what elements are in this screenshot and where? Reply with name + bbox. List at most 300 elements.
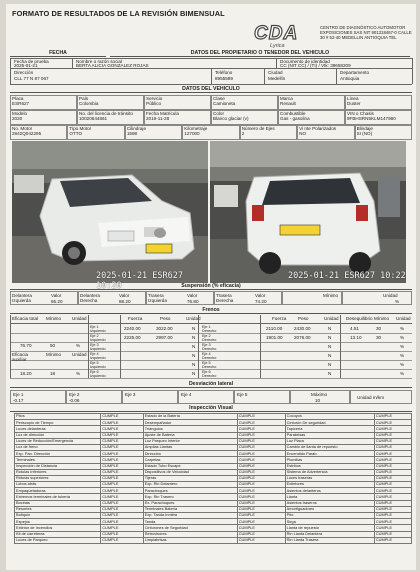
axle-right-unit: N [328, 371, 332, 376]
inspeccion-result: CUMPLE [101, 488, 144, 494]
frenos-column-rule [120, 315, 121, 378]
suspension-value-label: Valor [119, 293, 130, 298]
desviacion-axle: Eje 4 [181, 392, 192, 397]
vehicle-field-label: País [79, 96, 89, 101]
suspension-unidad-value: % [395, 299, 400, 304]
vehicle-field-value: 127000 [184, 131, 200, 137]
axle-minimum: 30 [376, 335, 382, 340]
inspeccion-item: Exp. Tanda Inmitra [143, 513, 237, 519]
axle-right-weight: 2430.00 [294, 326, 311, 331]
vehicle-field-value: 2019-11-28 [146, 116, 170, 122]
axle-left-label: Eje 6 Izquierdo [90, 370, 106, 378]
city-value: Medellín [268, 76, 286, 81]
desviacion-maximo [290, 390, 350, 404]
axle-left-force: 2225.00 [124, 335, 141, 340]
results-sheet [6, 4, 416, 570]
inspeccion-result: CUMPLE [237, 451, 285, 457]
inspeccion-item: Asientos delanteros [285, 488, 374, 494]
desviacion-axle: Eje 2 [69, 392, 80, 397]
inspeccion-item: Parabrisas [285, 432, 374, 438]
axle-right-label: Eje 6 Derecho [202, 370, 217, 378]
vehicle-field-label: Tipo Motor [69, 126, 92, 131]
fecha-label: Fecha de prueba [14, 59, 49, 64]
phone-label: Teléfono [215, 70, 233, 75]
eficacia-total-value: 76.70 [20, 343, 32, 348]
inspeccion-result: CUMPLE [237, 420, 285, 426]
inspeccion-result: CUMPLE [101, 475, 144, 481]
inspeccion-result: CUMPLE [374, 420, 411, 426]
inspeccion-item: Inspección de Distancia [15, 463, 101, 469]
inspeccion-result: CUMPLE [101, 506, 144, 512]
inspeccion-item: Ex. Parachoques [143, 500, 237, 506]
axle-left-unit: N [192, 335, 196, 340]
vehicle-section-header: DATOS DEL VEHICULO [10, 87, 412, 93]
inspeccion-item: Plumillas [285, 457, 374, 463]
frenos-column-rule [198, 315, 199, 378]
vehicle-field [345, 110, 412, 125]
inspeccion-item: Pitos [15, 414, 101, 420]
inspeccion-table [14, 413, 412, 544]
suspension-section-header: Suspensión (% eficacia) [10, 284, 412, 290]
vehicle-field [77, 110, 144, 125]
frenos-column-header: Mínimo [46, 316, 62, 321]
eficacia-auxiliar-unit: % [76, 371, 81, 376]
inspeccion-item: Luz Parqueo Interior [143, 438, 237, 444]
vehicle-field-value: 2 [241, 131, 245, 137]
vehicle-field [77, 95, 144, 110]
axle-right-force: 1901.00 [266, 335, 283, 340]
inspeccion-item: Cinturón De seguridad [285, 420, 374, 426]
vehicle-field [10, 110, 77, 125]
axle-unit-percent: % [400, 335, 405, 340]
axle-right-label: Eje 1 Derecho [202, 325, 217, 333]
frenos-column-header: Peso [160, 316, 171, 321]
vehicle-field-value: Gas - gasolina [280, 116, 310, 122]
inspeccion-result: CUMPLE [237, 488, 285, 494]
vehicle-field [67, 125, 124, 140]
owner-section-header: DATOS DEL PROPIETARIO O TENEDOR DEL VEHICULO [110, 51, 410, 57]
vehicle-field [297, 125, 354, 140]
inspeccion-result: CUMPLE [374, 444, 411, 450]
frenos-axle-row [10, 369, 412, 379]
axle-left-unit: N [192, 371, 196, 376]
inspeccion-result: CUMPLE [101, 537, 144, 543]
eficacia-total-min: 50 [50, 343, 56, 348]
axle-right-label: Eje 4 Derecho [202, 352, 217, 360]
vehicle-field [144, 110, 211, 125]
suspension-cell [78, 291, 146, 305]
inspeccion-result: CUMPLE [101, 531, 144, 537]
axle-unit-percent: % [400, 353, 405, 358]
vehicle-field-value: OTTO [69, 131, 83, 137]
frenos-column-header: Unidad [186, 316, 201, 321]
company-logo [254, 21, 414, 51]
inspeccion-item: Sirga [285, 519, 374, 525]
suspension-value: 74.20 [255, 299, 267, 304]
inspeccion-result: CUMPLE [101, 513, 144, 519]
axle-unit-percent: % [400, 326, 405, 331]
vehicle-field-value: 9FBHSRN5KLM147980 [347, 116, 396, 122]
inspeccion-item: Asientos traseros [285, 500, 374, 506]
inspeccion-item: Rin Llanta Trasera [285, 537, 374, 543]
eficacia-auxiliar-min: 18 [50, 371, 56, 376]
front-photo-timestamp: 2025-01-21 ESR627 10:20 [96, 271, 183, 291]
inspeccion-result: CUMPLE [101, 525, 144, 531]
inspeccion-item: Periscopio de Tiempo [15, 420, 101, 426]
inspeccion-result: CUMPLE [237, 506, 285, 512]
desviacion-cell [122, 390, 178, 404]
inspeccion-result: CUMPLE [374, 457, 411, 463]
suspension-position: Delantera Derecha [80, 293, 100, 304]
axle-right-unit: N [328, 353, 332, 358]
axle-left-unit: N [192, 344, 196, 349]
vehicle-field [278, 110, 345, 125]
inspeccion-item: Dirección [143, 451, 237, 457]
vehicle-field-value: ESR627 [12, 101, 30, 107]
vehicle-field-value: 2842Q042295 [12, 131, 42, 137]
axle-left-label: Eje 4 Izquierdo [90, 352, 106, 360]
vehicle-field-value: Público [146, 101, 162, 107]
vehicle-field-label: Cilindraje [126, 126, 146, 131]
axle-left-label: Eje 5 Izquierdo [90, 361, 106, 369]
vehicle-field-value: Duster [347, 101, 361, 107]
axle-right-label: Eje 3 Derecho [202, 343, 217, 351]
inspeccion-result: CUMPLE [374, 506, 411, 512]
inspeccion-item: Exp. Rin Delantero [143, 482, 237, 488]
inspeccion-item: Bocinas [15, 500, 101, 506]
inspeccion-result: CUMPLE [101, 469, 144, 475]
inspeccion-item: Tijeras [143, 475, 237, 481]
frenos-header-row [10, 315, 412, 323]
inspeccion-result: CUMPLE [237, 475, 285, 481]
inspeccion-item: Sistema de Advertencia [285, 469, 374, 475]
vehicle-field-label: Fecha Matrícula [146, 111, 179, 116]
inspeccion-result: CUMPLE [237, 531, 285, 537]
inspeccion-item: Cinturones de Seguridad [143, 525, 237, 531]
inspeccion-result: CUMPLE [237, 525, 285, 531]
inspeccion-result: CUMPLE [237, 500, 285, 506]
vehicle-field-label: No. del licencia de tránsito [79, 111, 133, 116]
rear-photo-image [210, 141, 406, 283]
inspeccion-item: Botiquín [15, 513, 101, 519]
inspeccion-item: Amortiguadores [285, 506, 374, 512]
axle-right-force: 2110.00 [266, 326, 283, 331]
inspeccion-item: Extremos terminales de tubería [15, 494, 101, 500]
axle-left-unit: N [192, 362, 196, 367]
inspeccion-result: CUMPLE [374, 451, 411, 457]
axle-right-unit: N [328, 362, 332, 367]
vehicle-field [278, 95, 345, 110]
inspeccion-row [15, 537, 412, 543]
inspeccion-item: Carpetas [143, 457, 237, 463]
inspeccion-item: Encendido Parab. [285, 451, 374, 457]
inspeccion-result: CUMPLE [374, 531, 411, 537]
vehicle-front-photo [12, 141, 208, 291]
inspeccion-item: Luces delanteras [15, 426, 101, 432]
desviacion-axle: Eje 1 [13, 392, 24, 397]
inspeccion-item: Extintores [285, 482, 374, 488]
suspension-value-label: Valor [51, 293, 62, 298]
frenos-column-header: Unidad [72, 316, 87, 321]
inspeccion-result: CUMPLE [237, 414, 285, 420]
company-info: CENTRO DE DIAGNÓSTICO AUTOMOTOR EXPOSICIONES SAS NIT 901318467-0 CALLE 30 # 52-40 MEDELLIN ANTIOQUIA TEL [320, 25, 412, 41]
vehicle-field [345, 95, 412, 110]
suspension-unidad-label: Unidad [383, 293, 398, 298]
inspeccion-item: Resortes [15, 506, 101, 512]
desviacion-cell [178, 390, 234, 404]
eficacia-auxiliar-unit-label: Unidad [72, 352, 87, 357]
vehicle-field [10, 95, 77, 110]
axle-right-unit: N [328, 344, 332, 349]
vehicle-field-label: Marca [280, 96, 293, 101]
inspeccion-result: CUMPLE [374, 488, 411, 494]
inspeccion-item: Extintor de Incendios [15, 525, 101, 531]
vehicle-field-label: Color [213, 111, 224, 116]
inspeccion-result: CUMPLE [101, 494, 144, 500]
vehicle-field-value: Colombia [79, 101, 99, 107]
vehicle-field [355, 125, 412, 140]
inspeccion-item: Lobos atrás [15, 482, 101, 488]
vehicle-field-label: Placa [12, 96, 24, 101]
inspeccion-result: CUMPLE [101, 451, 144, 457]
frenos-column-rule [260, 315, 261, 378]
inspeccion-result: CUMPLE [374, 482, 411, 488]
frenos-column-header: Peso [298, 316, 309, 321]
desviacion-axle: Eje 5 [237, 392, 248, 397]
suspension-cell [146, 291, 214, 305]
suspension-value: 76.80 [187, 299, 199, 304]
axle-left-unit: N [192, 326, 196, 331]
frenos-column-rule [88, 315, 89, 378]
inspeccion-item: Limpiabrisas [143, 537, 237, 543]
vehicle-field-value: 1598 [126, 131, 138, 137]
inspeccion-result: CUMPLE [101, 444, 144, 450]
inspeccion-item: Tapicería [285, 426, 374, 432]
eficacia-total-unit: % [76, 343, 81, 348]
vehicle-field-label: Servicio [146, 96, 163, 101]
inspeccion-result: CUMPLE [374, 426, 411, 432]
vehicle-field [211, 110, 278, 125]
inspeccion-result: CUMPLE [374, 519, 411, 525]
inspeccion-result: CUMPLE [237, 457, 285, 463]
inspeccion-result: CUMPLE [374, 469, 411, 475]
inspeccion-result: CUMPLE [237, 469, 285, 475]
vehicle-field [240, 125, 297, 140]
frenos-column-rule [10, 315, 11, 378]
document-title: FORMATO DE RESULTADOS DE LA REVISIÓN BIMENSUAL [12, 9, 225, 18]
vehicle-field-label: VIN o Chasis [347, 111, 374, 116]
axle-right-weight: 2076.00 [294, 335, 311, 340]
inspeccion-result: CUMPLE [237, 519, 285, 525]
frenos-column-rule [340, 315, 341, 378]
inspeccion-item: Ajuste de Batería [143, 432, 237, 438]
inspeccion-item: Amplias Llantas [143, 444, 237, 450]
axle-left-label: Eje 1 Izquierdo [90, 325, 106, 333]
vehicle-field [144, 95, 211, 110]
inspeccion-item: Rótulas superiores [15, 475, 101, 481]
desviacion-value: -0.06 [69, 398, 80, 403]
inspeccion-result: CUMPLE [101, 500, 144, 506]
suspension-grid [10, 291, 412, 305]
inspeccion-item: Estado de la Batería [143, 414, 237, 420]
inspeccion-item: Dispositivos de Velocidad [143, 469, 237, 475]
inspeccion-section-header: Inspección Visual [10, 406, 412, 412]
department-value: Antioquia [340, 76, 360, 81]
inspeccion-item: Triángulos [143, 426, 237, 432]
inspeccion-item: Exp. Pan. Dirección [15, 451, 101, 457]
vehicle-field-value: 2020 [12, 116, 23, 122]
axle-unit-percent: % [400, 344, 405, 349]
vehicle-field-value: 10020644661 [79, 116, 108, 122]
frenos-column-header: Fuerza [128, 316, 143, 321]
vehicle-field [125, 125, 182, 140]
vehicle-field-label: Modelo [12, 111, 28, 116]
axle-left-weight: 2997.00 [156, 335, 173, 340]
axle-minimum: 30 [376, 326, 382, 331]
desviacion-maximo-value: 10 [315, 398, 321, 403]
inspeccion-item: Rin Llanta Delantera [285, 531, 374, 537]
desviacion-cell [234, 390, 290, 404]
inspeccion-result: CUMPLE [237, 537, 285, 543]
desviacion-maximo-label: Máximo [311, 392, 328, 397]
inspeccion-item: Luz Placa [285, 438, 374, 444]
inspeccion-result: CUMPLE [237, 494, 285, 500]
frenos-column-header: Desequilibrio [346, 316, 373, 321]
inspeccion-item: Cocuyos [285, 414, 374, 420]
inspeccion-result: CUMPLE [374, 414, 411, 420]
inspeccion-result: CUMPLE [101, 519, 144, 525]
inspeccion-result: CUMPLE [237, 432, 285, 438]
logo-mark: CDA [254, 23, 299, 44]
vehicle-field-label: Número de Ejes [241, 126, 275, 131]
front-photo-image [12, 141, 208, 283]
inspeccion-item: Llanta de repuesto [285, 525, 374, 531]
inspeccion-item: Rotulas Inferiores [15, 469, 101, 475]
inspeccion-item: Luz de freno [15, 444, 101, 450]
eficacia-auxiliar-label: Eficacia auxiliar [12, 352, 29, 363]
suspension-position: Delantera Izquierda [12, 293, 32, 304]
rear-photo-timestamp: 2025-01-21 ESR627 10:22 [288, 271, 406, 281]
address-value: CLL 77 N 87 067 [14, 76, 49, 81]
suspension-position: Trasera Izquierda [148, 293, 167, 304]
inspeccion-item: Tanda [143, 519, 237, 525]
inspeccion-item: Retrovisores [143, 531, 237, 537]
eficacia-auxiliar-value: 18.20 [20, 371, 32, 376]
inspeccion-result: CUMPLE [374, 463, 411, 469]
axle-right-label: Eje 5 Derecho [202, 361, 217, 369]
inspeccion-result: CUMPLE [237, 463, 285, 469]
inspeccion-result: CUMPLE [374, 494, 411, 500]
inspeccion-result: CUMPLE [101, 432, 144, 438]
inspeccion-item: Terminales Batería [143, 506, 237, 512]
axle-right-unit: N [328, 326, 332, 331]
name-value: BERTA ALICIA GONZALEZ ROJAS [76, 63, 149, 68]
vehicle-field [182, 125, 239, 140]
inspeccion-item: Exp. Rin Trasero [143, 494, 237, 500]
vehicle-field-label: Vi nte Polarizados [299, 126, 337, 131]
axle-left-force: 2240.00 [124, 326, 141, 331]
suspension-cell [10, 291, 78, 305]
inspeccion-result: CUMPLE [101, 482, 144, 488]
inspeccion-result: CUMPLE [237, 438, 285, 444]
inspeccion-result: CUMPLE [374, 525, 411, 531]
fecha-section-header: FECHA [10, 51, 106, 57]
city-label: Ciudad [268, 70, 283, 75]
frenos-column-header: Unidad [396, 316, 411, 321]
inspeccion-result: CUMPLE [374, 500, 411, 506]
vehicle-rear-photo [210, 141, 406, 283]
inspeccion-result: CUMPLE [374, 537, 411, 543]
inspeccion-result: CUMPLE [374, 438, 411, 444]
axle-left-label: Eje 2 Izquierdo [90, 334, 106, 342]
inspeccion-result: CUMPLE [101, 463, 144, 469]
logo-subtitle: Lyrica [270, 43, 285, 49]
inspeccion-result: CUMPLE [101, 420, 144, 426]
inspeccion-item: Empaquetaduras [15, 488, 101, 494]
vehicle-field [10, 125, 67, 140]
inspeccion-item: Luces de Parqueo [15, 537, 101, 543]
vehicle-field-label: Línea [347, 96, 359, 101]
axle-imbalance: 13.10 [350, 335, 362, 340]
frenos-grid [10, 315, 412, 380]
inspeccion-item: Luces de Reducción/Emergencia [15, 438, 101, 444]
inspeccion-item: Kit de carreteras [15, 531, 101, 537]
eficacia-auxiliar-min-label: Mínimo [46, 352, 62, 357]
vehicle-field-label: Kilometraje [184, 126, 208, 131]
inspeccion-item: Estribos [285, 463, 374, 469]
inspeccion-result: CUMPLE [237, 444, 285, 450]
inspeccion-result: CUMPLE [374, 475, 411, 481]
inspeccion-item: Luz de dirección [15, 432, 101, 438]
vehicle-field-value: Renault [280, 101, 296, 107]
inspeccion-item: Desempañador [143, 420, 237, 426]
phone-value: 8955599 [215, 76, 233, 81]
desviacion-value: -0.17 [13, 398, 24, 403]
inspeccion-result: CUMPLE [374, 513, 411, 519]
inspeccion-item: Estado Tubo Escape [143, 463, 237, 469]
vehicle-field-value: SI (NO) [356, 131, 373, 137]
suspension-value-label: Valor [187, 293, 198, 298]
axle-right-unit: N [328, 335, 332, 340]
inspeccion-item: Parachoques [143, 488, 237, 494]
suspension-minimo [282, 291, 342, 305]
name-label: Nombre o razón social [76, 59, 122, 64]
inspeccion-result: CUMPLE [237, 482, 285, 488]
inspeccion-result: CUMPLE [237, 513, 285, 519]
frenos-column-header: Eficacia total [12, 316, 39, 321]
axle-unit-percent: % [400, 362, 405, 367]
vehicle-field-label: Combustible [280, 111, 306, 116]
inspeccion-result: CUMPLE [237, 426, 285, 432]
inspeccion-result: CUMPLE [101, 426, 144, 432]
suspension-value: 88.20 [119, 299, 131, 304]
vehicle-field-label: Clase [213, 96, 225, 101]
frenos-column-header: Fuerza [272, 316, 287, 321]
address-label: Dirección [14, 70, 34, 75]
vehicle-field-label: Blindaje [356, 126, 373, 131]
frenos-column-header: Mínimo [374, 316, 390, 321]
desviacion-cell [10, 390, 66, 404]
vehicle-field-label: No. Motor [12, 126, 33, 131]
frenos-column-header: Unidad [324, 316, 339, 321]
vehicle-field-value: Camioneta [213, 101, 236, 107]
suspension-minimo-label: Mínimo [323, 293, 339, 298]
inspeccion-item: Luces traseras [285, 475, 374, 481]
vehicle-data-grid [10, 95, 412, 140]
desviacion-unidad-label: Unidad m/km [357, 395, 385, 400]
department-label: Departamento [340, 70, 370, 75]
axle-left-unit: N [192, 353, 196, 358]
